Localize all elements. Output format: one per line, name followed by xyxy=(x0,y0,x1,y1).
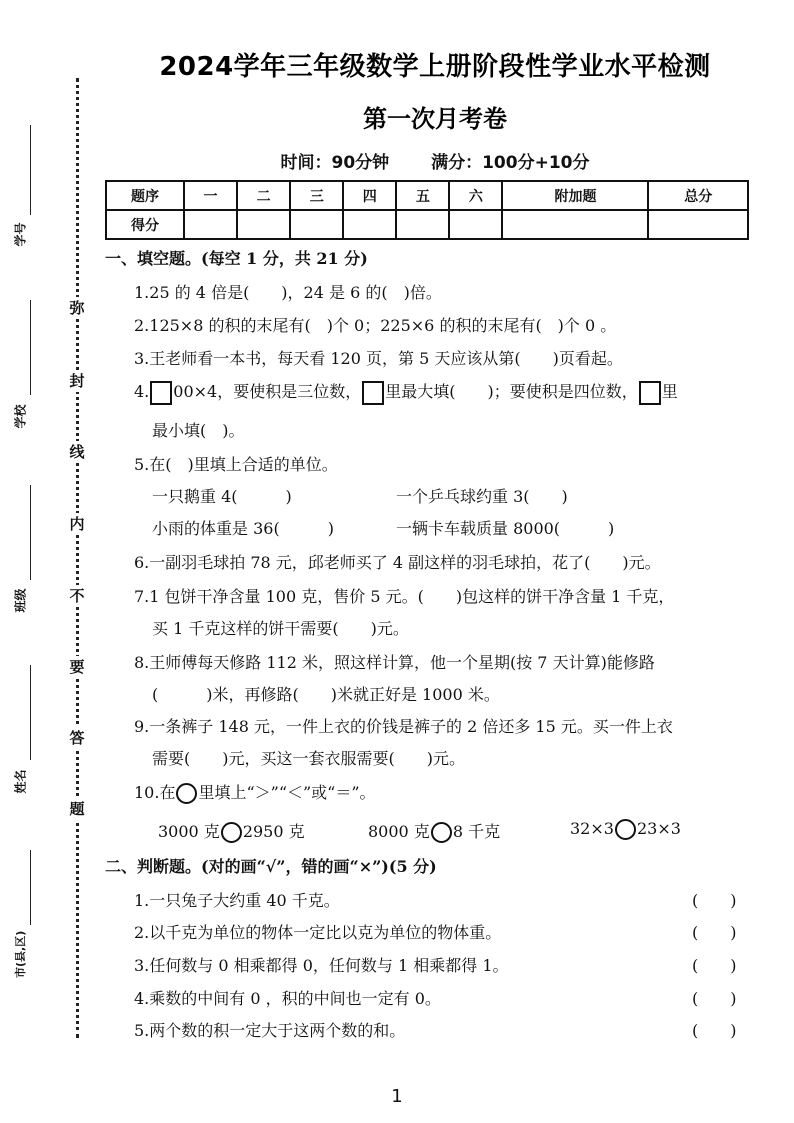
name-label: 姓名 xyxy=(13,769,28,794)
score-table-header-row xyxy=(106,181,748,210)
question-7: 7.1 包饼干净含量 100 克，售价 5 元。( )包这样的饼干净含量 1 千克， xyxy=(134,587,675,606)
class-line[interactable] xyxy=(30,485,31,580)
score-table-column: 一 xyxy=(184,181,237,210)
score-table-column: 四 xyxy=(343,181,396,210)
score-table-row-label: 得分 xyxy=(106,210,184,239)
judge-item-5: 5.两个数的积一定大于这两个数的和。 xyxy=(134,1021,406,1040)
question-7-line2: 买 1 千克这样的饼干需要( )元。 xyxy=(152,619,409,638)
score-cell[interactable] xyxy=(237,210,290,239)
compare-circle[interactable] xyxy=(431,822,452,843)
score-cell[interactable] xyxy=(396,210,449,239)
exam-full-score: 满分：100分+10分 xyxy=(431,153,590,173)
question-4-line2: 最小填( )。 xyxy=(152,421,245,440)
name-line[interactable] xyxy=(30,665,31,760)
seal-char: 线 xyxy=(66,441,88,463)
question-1: 1.25 的 4 倍是( )，24 是 6 的( )倍。 xyxy=(134,283,442,302)
score-cell[interactable] xyxy=(343,210,396,239)
score-cell[interactable] xyxy=(648,210,748,239)
question-5-b: 一个乒乓球约重 3( ) xyxy=(396,487,568,506)
compare-right: 2950 克 xyxy=(242,822,305,841)
judge-answer-blank-5[interactable]: ( ) xyxy=(692,1021,737,1040)
question-10-number: 10.在 xyxy=(134,783,176,802)
seal-char: 不 xyxy=(66,585,88,607)
compare-item-3 xyxy=(570,819,681,840)
student-id-label: 学号 xyxy=(13,222,28,247)
question-8-line2: ( )米，再修路( )米就正好是 1000 米。 xyxy=(152,685,500,704)
compare-right: 8 千克 xyxy=(452,822,501,841)
score-table xyxy=(105,180,749,240)
compare-circle[interactable] xyxy=(221,822,242,843)
exam-title: 2024学年三年级数学上册阶段性学业水平检测 xyxy=(159,52,711,82)
question-2: 2.125×8 的积的末尾有( )个 0；225×6 的积的末尾有( )个 0 。 xyxy=(134,316,617,335)
question-5-a: 一只鹅重 4( ) xyxy=(152,487,292,506)
seal-dashed-line xyxy=(76,78,79,1038)
seal-char: 封 xyxy=(66,370,88,392)
binding-margin xyxy=(0,0,100,1123)
compare-item-1 xyxy=(158,819,305,843)
school-label: 学校 xyxy=(13,404,28,429)
question-4-text-b: 里最大填( )；要使积是四位数， xyxy=(385,382,638,401)
seal-char: 要 xyxy=(66,656,88,678)
question-8: 8.王师傅每天修路 112 米，照这样计算，他一个星期(按 7 天计算)能修路 xyxy=(134,653,655,672)
question-9: 9.一条裤子 148 元，一件上衣的价钱是裤子的 2 倍还多 15 元。买一件上衣 xyxy=(134,717,673,736)
score-cell[interactable] xyxy=(184,210,237,239)
judge-item-4: 4.乘数的中间有 0 ，积的中间也一定有 0。 xyxy=(134,989,441,1008)
question-10 xyxy=(134,780,376,804)
exam-subtitle: 第一次月考卷 xyxy=(363,105,507,133)
judge-answer-blank-3[interactable]: ( ) xyxy=(692,956,737,975)
question-4-number: 4. xyxy=(134,382,150,401)
compare-left: 8000 克 xyxy=(368,822,430,841)
judge-item-2: 2.以千克为单位的物体一定比以克为单位的物体重。 xyxy=(134,923,502,942)
score-table-column: 二 xyxy=(237,181,290,210)
score-table-column: 附加题 xyxy=(502,181,648,210)
judge-answer-blank-2[interactable]: ( ) xyxy=(692,923,737,942)
question-6: 6.一副羽毛球拍 78 元，邱老师买了 4 副这样的羽毛球拍，花了( )元。 xyxy=(134,553,661,572)
digit-box[interactable] xyxy=(639,381,661,405)
school-line[interactable] xyxy=(30,300,31,395)
question-5: 5.在( )里填上合适的单位。 xyxy=(134,455,338,474)
judge-answer-blank-1[interactable]: ( ) xyxy=(692,891,737,910)
compare-left: 3000 克 xyxy=(158,822,220,841)
student-id-line[interactable] xyxy=(30,125,31,215)
exam-time: 时间：90分钟 xyxy=(280,153,390,173)
judge-answer-blank-4[interactable]: ( ) xyxy=(692,989,737,1008)
exam-meta xyxy=(110,148,760,173)
score-cell[interactable] xyxy=(502,210,648,239)
score-cell[interactable] xyxy=(290,210,343,239)
digit-box[interactable] xyxy=(362,381,384,405)
seal-char: 内 xyxy=(66,513,88,535)
question-5-d: 一辆卡车载质量 8000( ) xyxy=(396,519,615,538)
score-table-header-label: 题序 xyxy=(106,181,184,210)
judge-item-1: 1.一只兔子大约重 40 千克。 xyxy=(134,891,340,910)
score-table-column: 总分 xyxy=(648,181,748,210)
compare-item-2 xyxy=(368,819,500,843)
score-table-column: 六 xyxy=(449,181,502,210)
section1-heading: 一、填空题。(每空 1 分，共 21 分) xyxy=(105,249,368,268)
digit-box[interactable] xyxy=(150,381,172,405)
district-label: 市(县,区) xyxy=(14,930,27,978)
compare-right: 23×3 xyxy=(636,819,681,838)
seal-char: 弥 xyxy=(66,297,88,319)
question-4 xyxy=(134,379,678,405)
score-table-column: 三 xyxy=(290,181,343,210)
question-4-text-c: 里 xyxy=(661,382,678,401)
class-label: 班级 xyxy=(13,588,28,613)
compare-left: 32×3 xyxy=(570,819,614,838)
question-3: 3.王老师看一本书，每天看 120 页，第 5 天应该从第( )页看起。 xyxy=(134,349,623,368)
question-5-c: 小雨的体重是 36( ) xyxy=(152,519,334,538)
question-10-text: 里填上“＞”“＜”或“＝”。 xyxy=(198,783,376,802)
compare-circle[interactable] xyxy=(615,819,636,840)
judge-item-3: 3.任何数与 0 相乘都得 0，任何数与 1 相乘都得 1。 xyxy=(134,956,509,975)
district-line[interactable] xyxy=(30,850,31,925)
seal-char: 答 xyxy=(66,727,88,749)
seal-char: 题 xyxy=(66,798,88,820)
page-number: 1 xyxy=(391,1086,403,1107)
section2-heading: 二、判断题。(对的画“√”，错的画“×”)(5 分) xyxy=(105,857,437,876)
score-table-score-row xyxy=(106,210,748,239)
compare-circle[interactable] xyxy=(176,783,197,804)
score-cell[interactable] xyxy=(449,210,502,239)
question-9-line2: 需要( )元，买这一套衣服需要( )元。 xyxy=(152,749,465,768)
question-4-text-a: 00×4，要使积是三位数， xyxy=(173,382,362,401)
score-table-column: 五 xyxy=(396,181,449,210)
